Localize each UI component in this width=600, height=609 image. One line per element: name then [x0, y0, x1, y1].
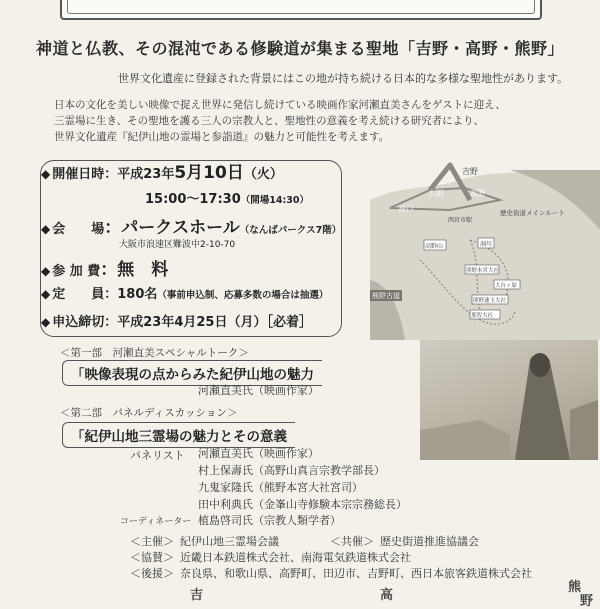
cohost-label: ＜共催＞	[330, 535, 374, 548]
diamond-bullet-icon: ◆	[41, 222, 51, 236]
diamond-bullet-icon: ◆	[41, 167, 51, 181]
footer-label: 野	[580, 594, 594, 609]
panelist-item: 村上保壽氏（高野山真言宗教学部長）	[198, 464, 385, 477]
panelist-item: 九鬼家隆氏（熊野本宮大社宮司）	[198, 481, 363, 494]
venue-sub: （なんばパークス7階）	[239, 225, 342, 236]
title-frame	[60, 0, 542, 20]
footer-label: 熊	[568, 580, 582, 595]
venue-value: ：パークスホール	[104, 218, 240, 238]
map-label: 熊野本宮大社	[466, 268, 500, 274]
diamond-bullet-icon: ◆	[41, 287, 51, 301]
date-weekday: （火）	[243, 167, 283, 182]
capacity-value: ：180名	[104, 287, 158, 302]
map-label: 那智大社	[471, 313, 494, 319]
route-map	[370, 160, 600, 340]
photo-figure	[420, 340, 598, 460]
diamond-bullet-icon: ◆	[41, 315, 51, 329]
part1-speaker: 河瀬直美氏（映画作家）	[198, 384, 319, 397]
map-label: 熊野速玉大社	[473, 298, 507, 304]
headline: 神道と仏教、その混沌である修験道が集まる聖地「吉野・高野・熊野」	[35, 39, 564, 58]
date-label: 開催日時	[52, 167, 105, 182]
fee-value: ：無 料	[100, 260, 169, 280]
address: 大阪市浪速区難波中2-10-70	[119, 240, 236, 250]
venue-label: 会 場	[52, 222, 105, 237]
backing-label: ＜後援＞	[130, 567, 174, 580]
part2-header: ＜第二部 パネルディスカッション＞	[60, 407, 238, 419]
lead-text: 世界文化遺産に登録された背景にはこの地が持ち続ける日本的な多様な聖地性があります。	[118, 72, 569, 85]
deadline-note: ［必着］	[266, 315, 312, 330]
panelist-item: 田中利典氏（金峯山寺修験本宗宗務総長）	[198, 498, 407, 511]
backing-row	[130, 565, 532, 581]
fee-label: 参 加 費	[52, 264, 101, 279]
support-label: ＜協賛＞	[130, 551, 174, 564]
deadline-value: ：平成23年4月25日（月）	[104, 315, 267, 330]
venue-row	[41, 213, 341, 238]
part2-title: 「紀伊山地三霊場の魅力とその意義	[62, 422, 295, 448]
footer-label: 高	[380, 588, 394, 603]
time-row	[145, 188, 309, 207]
title-frame-inner	[67, 0, 535, 14]
map-label: 神戸	[398, 205, 414, 214]
deadline-row	[41, 311, 312, 330]
open-time: （開場14:30）	[240, 195, 310, 206]
map-label: 大阪	[428, 189, 444, 198]
footer-label: 吉	[190, 588, 204, 603]
date-value: 5月10日	[174, 163, 244, 183]
intro-line: 三霊場に生き、その聖地を護る三人の宗教人と、聖地性の意義を考え続ける研究者により、	[54, 115, 485, 127]
map-label: 大台ヶ原	[495, 283, 518, 289]
date-row	[41, 158, 283, 183]
map-label: 高野	[470, 189, 486, 198]
part1-title: 「映像表現の点からみた紀伊山地の魅力	[62, 360, 322, 386]
intro-text	[54, 97, 574, 145]
host-row	[130, 533, 279, 549]
deadline-label: 申込締切	[52, 315, 105, 330]
map-label: 洞川	[480, 241, 493, 248]
capacity-note: （事前申込制、応募多数の場合は抽選）	[157, 290, 329, 301]
cohost-row	[330, 533, 479, 549]
cohost-value: 歴史街道推進協議会	[380, 535, 479, 548]
fee-row	[41, 255, 168, 280]
intro-line: 世界文化遺産『紀伊山地の霊場と参詣道』の魅力と可能性を考えます。	[54, 131, 390, 143]
host-value: 紀伊山地三霊場会議	[180, 535, 279, 548]
map-label: 歴史街道メインルート	[500, 209, 565, 217]
capacity-label: 定 員	[52, 287, 105, 302]
capacity-row	[41, 283, 328, 302]
support-value: 近畿日本鉄道株式会社、南海電気鉄道株式会社	[180, 551, 411, 564]
panelist-label: パネリスト	[130, 449, 185, 462]
date-era: ：平成23年	[104, 167, 175, 182]
panelist-item: 河瀬直美氏（映画作家）	[198, 447, 319, 460]
footer-strip	[40, 580, 594, 609]
intro-line: 日本の文化を美しい映像で捉え世界に発信し続けている映画作家河瀬直美さんをゲストに迎え、	[54, 99, 506, 111]
event-info-box	[40, 160, 342, 337]
coordinator-label: コーディネーター	[120, 517, 192, 527]
host-label: ＜主催＞	[130, 535, 174, 548]
part1-header: ＜第一部 河瀬直美スペシャルトーク＞	[60, 347, 249, 359]
support-row	[130, 549, 411, 565]
map-label: 吉野	[462, 167, 478, 176]
speaker-photo	[420, 340, 598, 460]
map-label: 熊野古道	[372, 292, 400, 300]
time-value: 15:00～17:30	[145, 192, 241, 207]
coordinator: 植島啓司氏（宗教人類学者）	[198, 514, 341, 527]
diamond-bullet-icon: ◆	[41, 264, 51, 278]
backing-value: 奈良県、和歌山県、高野町、田辺市、吉野町、西日本旅客鉄道株式会社	[180, 567, 532, 580]
map-label: 高野山	[425, 243, 444, 250]
map-label: 西宮市駅	[448, 217, 473, 224]
